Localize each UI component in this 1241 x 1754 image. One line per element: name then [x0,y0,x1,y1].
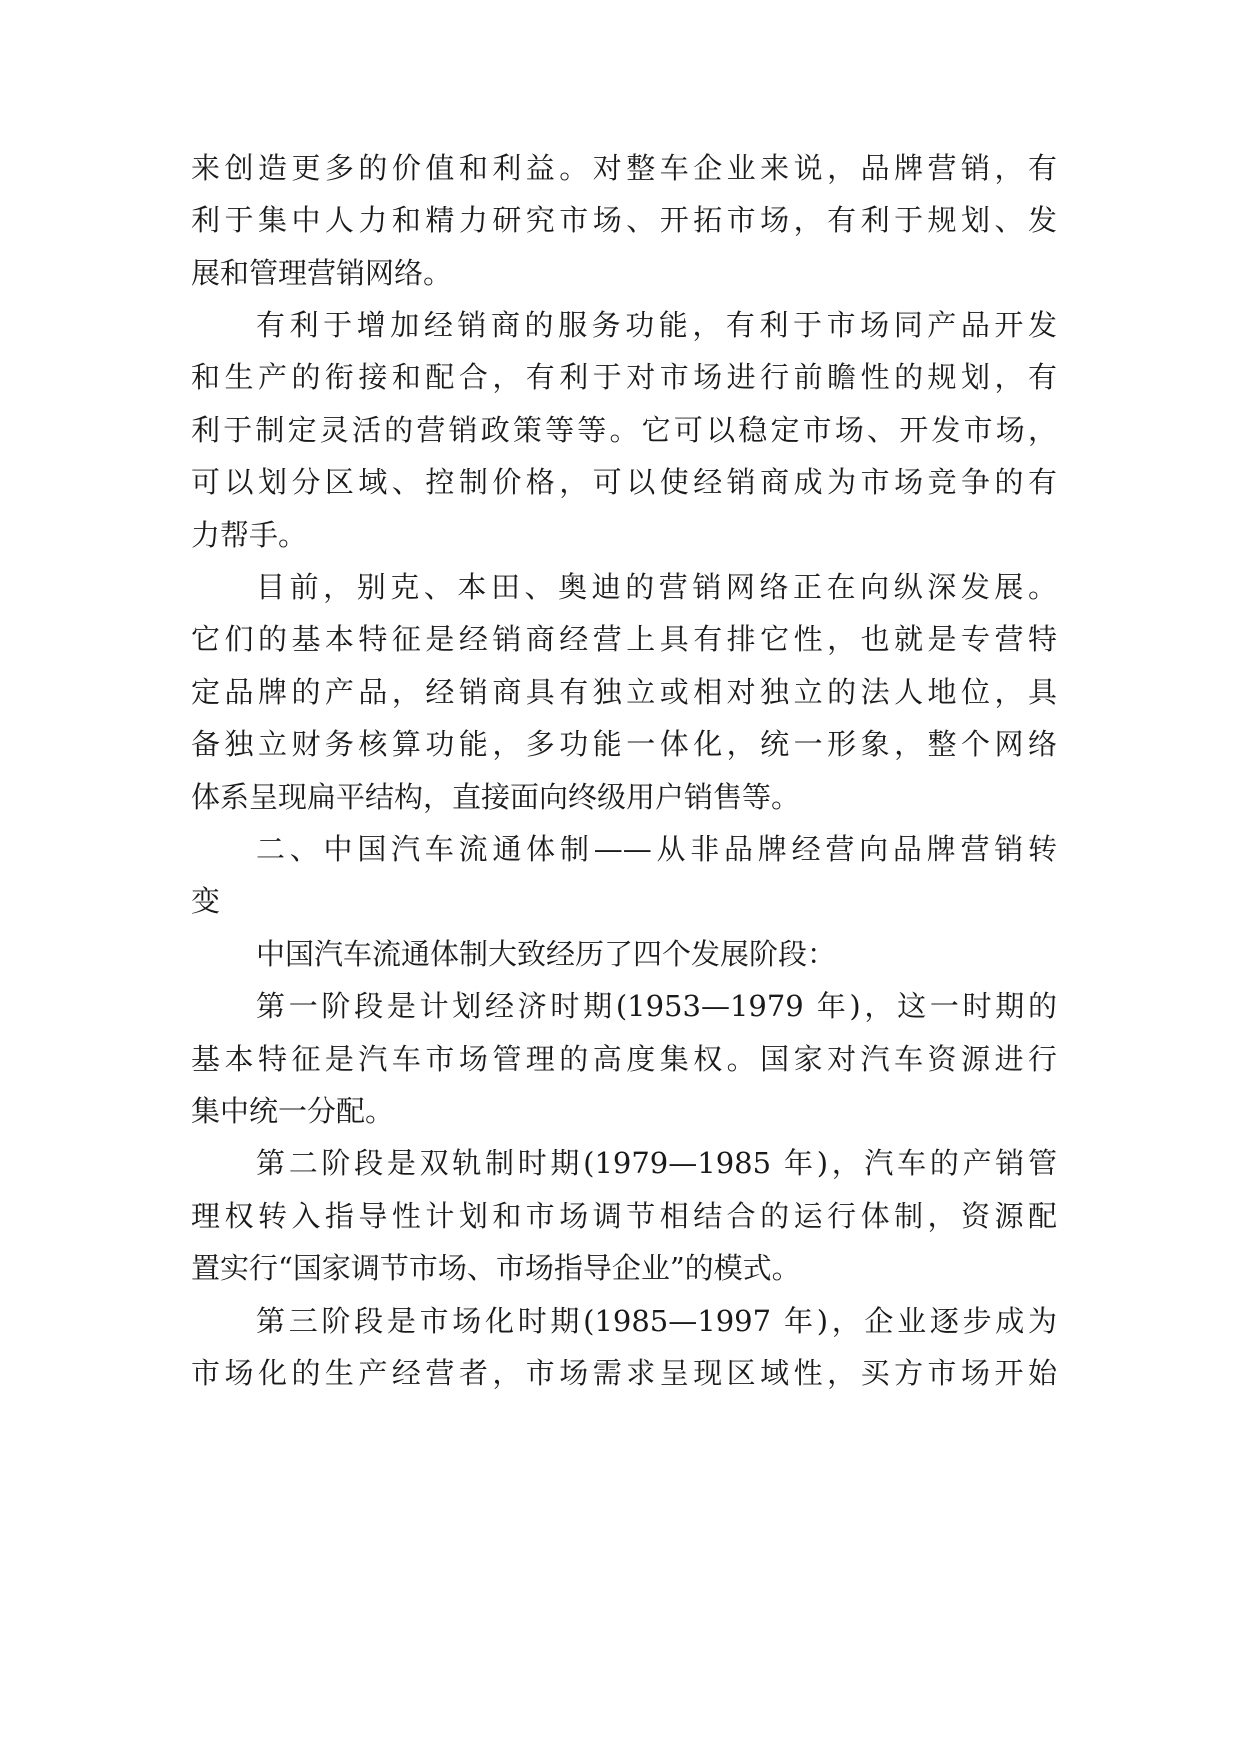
text-line: 备独立财务核算功能，多功能一体化，统一形象，整个网络 [191,727,1057,761]
text-line: 集中统一分配。 [191,1094,395,1128]
text-line: 基本特征是汽车市场管理的高度集权。国家对汽车资源进行 [191,1042,1057,1076]
text-line: 利于制定灵活的营销政策等等。它可以稳定市场、开发市场， [191,413,1057,447]
section-heading: 二、中国汽车流通体制——从非品牌经营向品牌营销转 [256,832,1057,866]
text-line: 可以划分区域、控制价格，可以使经销商成为市场竞争的有 [191,465,1057,499]
text-line: 理权转入指导性计划和市场调节相结合的运行体制，资源配 [191,1199,1057,1233]
section-heading: 变 [191,884,221,918]
text-line: 它们的基本特征是经销商经营上具有排它性，也就是专营特 [191,622,1057,656]
text-line: 定品牌的产品，经销商具有独立或相对独立的法人地位，具 [191,675,1057,709]
text-line: 有利于增加经销商的服务功能，有利于市场同产品开发 [256,308,1057,342]
text-line: 置实行“国家调节市场、市场指导企业”的模式。 [191,1251,801,1285]
text-line: 来创造更多的价值和利益。对整车企业来说，品牌营销，有 [191,151,1057,185]
text-line: 体系呈现扁平结构，直接面向终级用户销售等。 [191,780,801,814]
text-line: 第三阶段是市场化时期(1985—1997 年)，企业逐步成为 [256,1304,1057,1338]
text-line: 利于集中人力和精力研究市场、开拓市场，有利于规划、发 [191,203,1057,237]
text-line: 和生产的衔接和配合，有利于对市场进行前瞻性的规划，有 [191,360,1057,394]
text-line: 第二阶段是双轨制时期(1979—1985 年)，汽车的产销管 [256,1146,1057,1180]
text-line: 目前，别克、本田、奥迪的营销网络正在向纵深发展。 [256,570,1057,604]
text-line: 第一阶段是计划经济时期(1953—1979 年)，这一时期的 [256,989,1057,1023]
text-line: 展和管理营销网络。 [191,256,453,290]
text-line: 市场化的生产经营者，市场需求呈现区域性，买方市场开始 [191,1356,1057,1390]
text-line: 力帮手。 [191,518,308,552]
text-line: 中国汽车流通体制大致经历了四个发展阶段： [256,937,837,971]
